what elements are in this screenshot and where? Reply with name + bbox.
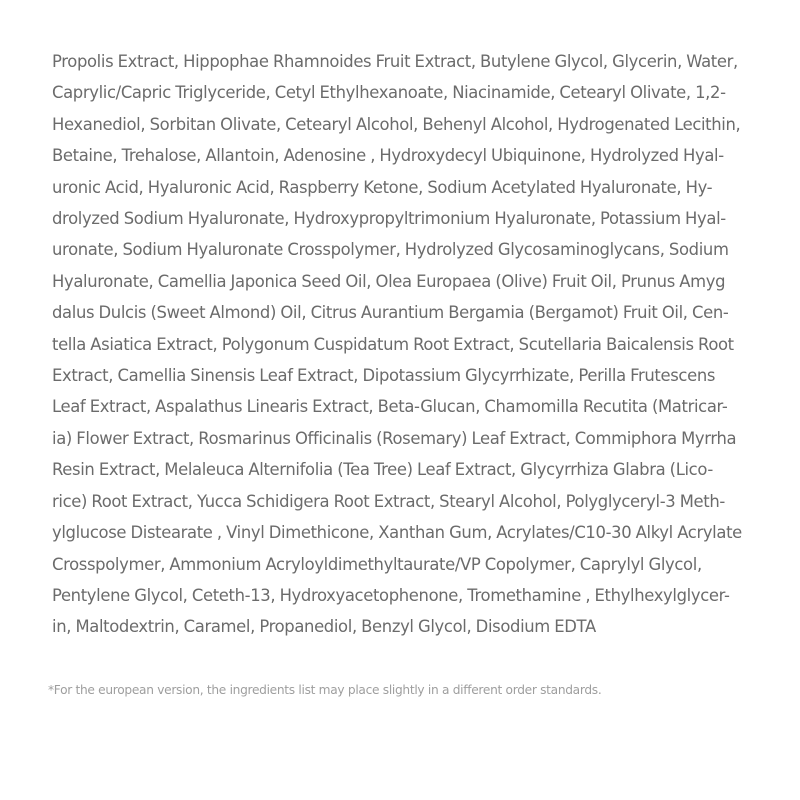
ingredients-line: Crosspolymer, Ammonium Acryloyldimethyltaurate/VP Copolymer, Caprylyl Glycol,	[52, 554, 702, 574]
ingredients-line: Pentylene Glycol, Ceteth-13, Hydroxyacetophenone, Tromethamine , Ethylhexylglycer-	[52, 585, 730, 605]
ingredients-line: Leaf Extract, Aspalathus Linearis Extract, Beta-Glucan, Chamomilla Recutita (Matricar-	[52, 397, 728, 417]
ingredients-line: drolyzed Sodium Hyaluronate, Hydroxypropyltrimonium Hyaluronate, Potassium Hyal-	[52, 209, 726, 229]
ingredients-line: tella Asiatica Extract, Polygonum Cuspidatum Root Extract, Scutellaria Baicalensis Root	[52, 334, 734, 354]
ingredients-line: Extract, Camellia Sinensis Leaf Extract, Dipotassium Glycyrrhizate, Perilla Frutescens	[52, 366, 716, 386]
ingredients-line: uronic Acid, Hyaluronic Acid, Raspberry Ketone, Sodium Acetylated Hyaluronate, Hy-	[52, 177, 713, 197]
ingredients-line: Caprylic/Capric Triglyceride, Cetyl Ethylhexanoate, Niacinamide, Cetearyl Olivate, 1,2-	[52, 83, 726, 103]
footnote: *For the european version, the ingredients list may place slightly in a different order standards.	[48, 683, 602, 697]
ingredients-line: rice) Root Extract, Yucca Schidigera Root Extract, Stearyl Alcohol, Polyglyceryl-3 Meth-	[52, 491, 725, 511]
ingredients-line: ylglucose Distearate , Vinyl Dimethicone, Xanthan Gum, Acrylates/C10-30 Alkyl Acrylate	[52, 523, 742, 543]
ingredients-line: uronate, Sodium Hyaluronate Crosspolymer, Hydrolyzed Glycosaminoglycans, Sodium	[52, 240, 729, 260]
ingredients-line: ia) Flower Extract, Rosmarinus Officinalis (Rosemary) Leaf Extract, Commiphora Myrrha	[52, 428, 737, 448]
ingredients-line: dalus Dulcis (Sweet Almond) Oil, Citrus Aurantium Bergamia (Bergamot) Fruit Oil, Cen-	[52, 303, 729, 323]
ingredients-list	[52, 46, 772, 643]
ingredients-line: Resin Extract, Melaleuca Alternifolia (Tea Tree) Leaf Extract, Glycyrrhiza Glabra (Lico-	[52, 460, 713, 480]
ingredients-line: Propolis Extract, Hippophae Rhamnoides Fruit Extract, Butylene Glycol, Glycerin, Water,	[52, 52, 738, 71]
ingredients-line: Hexanediol, Sorbitan Olivate, Cetearyl Alcohol, Behenyl Alcohol, Hydrogenated Lecithin,	[52, 114, 741, 134]
ingredients-line: Betaine, Trehalose, Allantoin, Adenosine , Hydroxydecyl Ubiquinone, Hydrolyzed Hyal-	[52, 146, 724, 166]
ingredients-line: in, Maltodextrin, Caramel, Propanediol, Benzyl Glycol, Disodium EDTA	[52, 617, 596, 637]
ingredients-line: Hyaluronate, Camellia Japonica Seed Oil, Olea Europaea (Olive) Fruit Oil, Prunus Amyg	[52, 271, 726, 291]
